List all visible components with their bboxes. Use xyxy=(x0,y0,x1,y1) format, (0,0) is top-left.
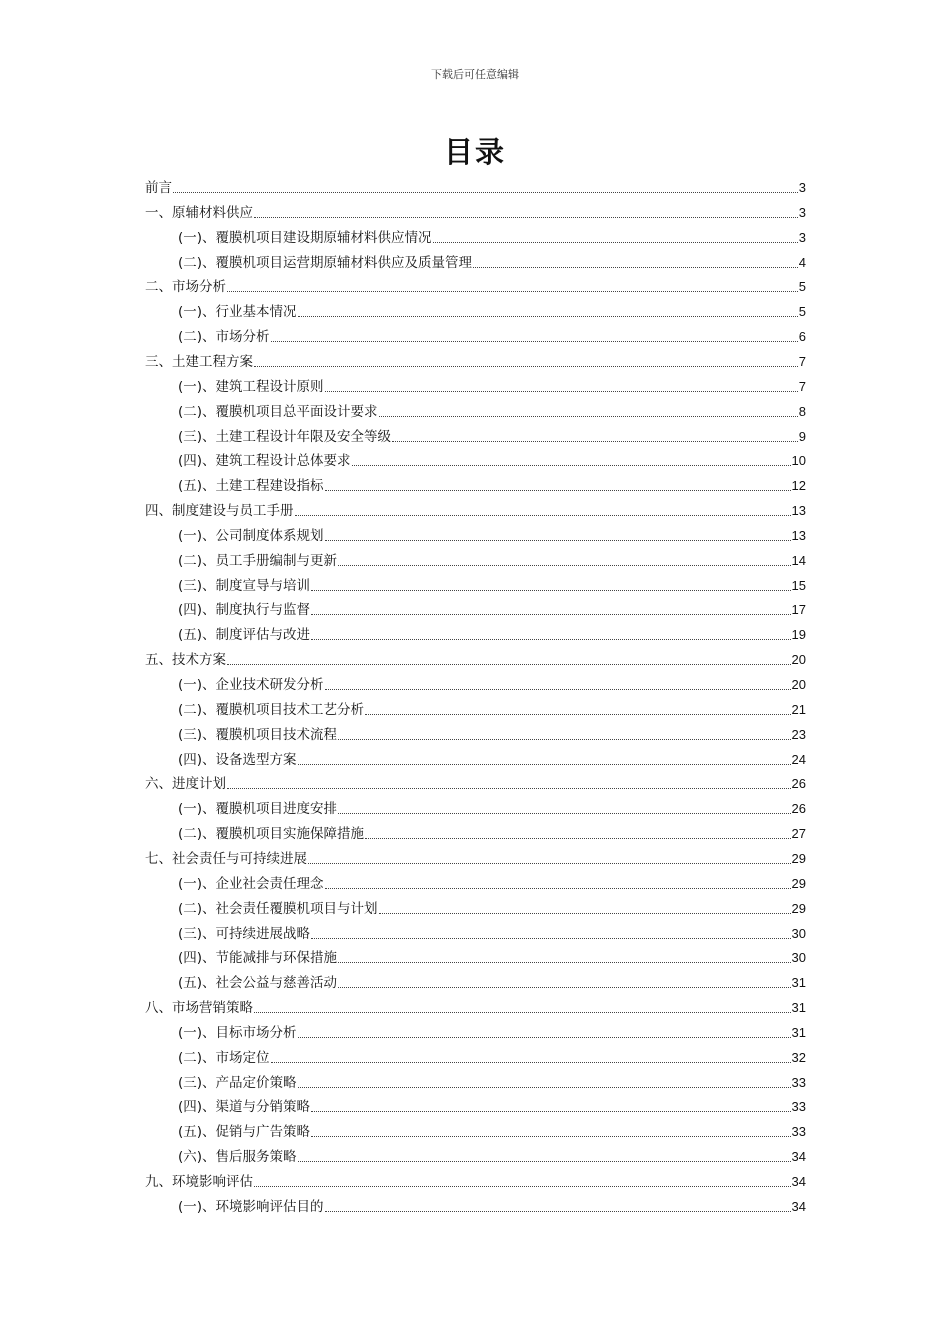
toc-dot-leader xyxy=(311,1136,790,1137)
toc-dot-leader xyxy=(379,416,798,417)
toc-entry[interactable] xyxy=(178,1145,806,1165)
toc-entry-page-number: 29 xyxy=(791,850,806,866)
toc-entry-page-number: 31 xyxy=(791,1024,806,1040)
toc-dot-leader xyxy=(352,465,791,466)
toc-dot-leader xyxy=(379,913,791,914)
toc-entry[interactable] xyxy=(145,499,806,519)
toc-dot-leader xyxy=(325,540,791,541)
toc-entry-page-number: 29 xyxy=(791,900,806,916)
toc-entry-page-number: 9 xyxy=(798,428,806,444)
toc-entry-label: (一)、企业技术研发分析 xyxy=(178,677,324,693)
toc-dot-leader xyxy=(325,689,791,690)
toc-entry-page-number: 27 xyxy=(791,826,806,842)
toc-dot-leader xyxy=(433,242,798,243)
toc-entry-label: (四)、渠道与分销策略 xyxy=(178,1099,311,1116)
toc-dot-leader xyxy=(325,888,791,889)
toc-dot-leader xyxy=(365,838,790,839)
toc-entry-label: 三、土建工程方案 xyxy=(145,353,253,370)
toc-entry[interactable] xyxy=(178,1021,806,1041)
toc-entry[interactable] xyxy=(178,897,806,917)
toc-entry[interactable] xyxy=(178,698,806,718)
toc-dot-leader xyxy=(365,714,790,715)
toc-dot-leader xyxy=(473,267,798,268)
toc-entry-page-number: 29 xyxy=(791,875,806,891)
toc-entry[interactable] xyxy=(178,946,806,966)
toc-entry[interactable] xyxy=(178,797,806,817)
toc-entry-label: (五)、土建工程建设指标 xyxy=(178,478,324,495)
toc-entry-page-number: 26 xyxy=(791,776,806,792)
toc-entry-label: (一)、环境影响评估目的 xyxy=(178,1198,324,1215)
toc-entry-page-number: 3 xyxy=(798,229,806,245)
toc-entry-page-number: 21 xyxy=(791,701,806,717)
toc-entry-page-number: 33 xyxy=(791,1074,806,1090)
header-note: 下载后可任意编辑 xyxy=(431,68,519,81)
toc-entry-label: (三)、产品定价策略 xyxy=(178,1074,297,1091)
toc-entry-page-number: 4 xyxy=(798,254,806,270)
toc-dot-leader xyxy=(338,739,790,740)
toc-entry-label: (三)、覆膜机项目技术流程 xyxy=(178,726,338,743)
toc-entry[interactable] xyxy=(178,971,806,991)
toc-entry[interactable] xyxy=(145,201,806,221)
toc-entry[interactable] xyxy=(178,449,806,469)
toc-entry-page-number: 6 xyxy=(798,329,806,345)
toc-entry[interactable] xyxy=(178,1120,806,1140)
toc-entry-page-number: 3 xyxy=(798,204,806,220)
toc-entry-page-number: 7 xyxy=(798,378,806,394)
toc-entry[interactable] xyxy=(145,772,806,792)
toc-entry[interactable] xyxy=(178,325,806,345)
toc-entry[interactable] xyxy=(145,275,806,295)
toc-dot-leader xyxy=(298,1037,791,1038)
toc-entry[interactable] xyxy=(178,1095,806,1115)
toc-entry[interactable] xyxy=(178,1071,806,1091)
toc-entry-page-number: 10 xyxy=(791,453,806,469)
toc-entry-label: (二)、员工手册编制与更新 xyxy=(178,552,338,569)
toc-entry-label: (六)、售后服务策略 xyxy=(178,1149,297,1166)
toc-entry-label: (四)、建筑工程设计总体要求 xyxy=(178,453,351,470)
toc-entry-label: 四、制度建设与员工手册 xyxy=(145,503,294,520)
toc-entry-page-number: 5 xyxy=(798,304,806,320)
toc-entry[interactable] xyxy=(145,350,806,370)
toc-entry[interactable] xyxy=(178,226,806,246)
toc-entry-label: (四)、节能减排与环保措施 xyxy=(178,950,338,967)
page-title: 目录 xyxy=(443,135,506,169)
toc-entry-page-number: 7 xyxy=(798,353,806,369)
toc-entry-label: (二)、覆膜机项目技术工艺分析 xyxy=(178,701,365,718)
toc-dot-leader xyxy=(308,863,791,864)
toc-entry-page-number: 20 xyxy=(791,677,806,692)
toc-entry-label: (四)、制度执行与监督 xyxy=(178,602,311,619)
toc-dot-leader xyxy=(271,341,798,342)
toc-entry[interactable] xyxy=(145,176,806,196)
toc-entry-label: (二)、覆膜机项目实施保障措施 xyxy=(178,826,365,843)
toc-dot-leader xyxy=(311,614,790,615)
toc-entry-label: (一)、建筑工程设计原则 xyxy=(178,378,324,395)
toc-dot-leader xyxy=(338,813,790,814)
toc-entry-label: (二)、覆膜机项目总平面设计要求 xyxy=(178,403,378,420)
toc-entry[interactable] xyxy=(178,574,806,594)
toc-entry[interactable] xyxy=(178,1195,806,1215)
toc-entry-page-number: 26 xyxy=(791,801,806,817)
toc-entry-page-number: 17 xyxy=(791,602,806,618)
toc-entry-label: 八、市场营销策略 xyxy=(145,1000,253,1017)
toc-dot-leader xyxy=(298,316,798,317)
toc-entry[interactable] xyxy=(178,524,806,544)
toc-entry-label: 六、进度计划 xyxy=(145,776,226,793)
toc-entry-label: (一)、覆膜机项目建设期原辅材料供应情况 xyxy=(178,229,432,246)
toc-entry-page-number: 30 xyxy=(791,925,806,941)
toc-entry-page-number: 14 xyxy=(791,552,806,568)
toc-entry[interactable] xyxy=(178,474,806,494)
toc-entry[interactable] xyxy=(178,872,806,892)
toc-entry[interactable] xyxy=(178,1046,806,1066)
toc-entry-page-number: 33 xyxy=(791,1099,806,1115)
toc-entry[interactable] xyxy=(178,549,806,569)
toc-entry[interactable] xyxy=(178,375,806,395)
toc-dot-leader xyxy=(338,962,790,963)
toc-entry[interactable] xyxy=(178,400,806,420)
toc-entry-label: (一)、企业社会责任理念 xyxy=(178,875,324,892)
toc-entry-page-number: 8 xyxy=(798,403,806,419)
toc-entry-page-number: 33 xyxy=(791,1124,806,1140)
toc-entry-page-number: 13 xyxy=(791,503,806,519)
toc-entry-label: 五、技术方案 xyxy=(145,652,226,669)
toc-dot-leader xyxy=(254,217,798,218)
toc-entry-page-number: 19 xyxy=(791,627,806,643)
toc-dot-leader xyxy=(227,664,791,665)
toc-entry[interactable] xyxy=(178,623,806,643)
toc-entry-page-number: 12 xyxy=(791,478,806,494)
toc-entry[interactable] xyxy=(178,251,806,271)
toc-entry-page-number: 5 xyxy=(798,279,806,295)
toc-entry[interactable] xyxy=(178,673,806,693)
toc-dot-leader xyxy=(311,938,790,939)
toc-entry-page-number: 34 xyxy=(791,1174,806,1189)
toc-dot-leader xyxy=(298,764,791,765)
toc-entry-label: (二)、社会责任覆膜机项目与计划 xyxy=(178,900,378,917)
toc-entry-label: (二)、市场定位 xyxy=(178,1049,270,1066)
toc-entry-label: (二)、覆膜机项目运营期原辅材料供应及质量管理 xyxy=(178,254,473,271)
toc-dot-leader xyxy=(338,565,790,566)
toc-entry[interactable] xyxy=(178,723,806,743)
toc-entry-label: (一)、行业基本情况 xyxy=(178,304,297,321)
toc-entry-page-number: 24 xyxy=(791,751,806,767)
toc-dot-leader xyxy=(227,788,791,789)
toc-dot-leader xyxy=(271,1062,791,1063)
toc-entry-page-number: 34 xyxy=(791,1149,806,1165)
toc-entry-label: 九、环境影响评估 xyxy=(145,1174,253,1190)
toc-dot-leader xyxy=(338,987,790,988)
toc-entry-label: 前言 xyxy=(145,180,172,196)
toc-entry-page-number: 32 xyxy=(791,1049,806,1065)
toc-dot-leader xyxy=(298,1161,791,1162)
toc-entry-page-number: 31 xyxy=(791,975,806,991)
toc-entry[interactable] xyxy=(178,822,806,842)
toc-entry-page-number: 20 xyxy=(791,652,806,668)
toc-entry-label: (一)、公司制度体系规划 xyxy=(178,527,324,544)
toc-entry-page-number: 34 xyxy=(791,1198,806,1214)
toc-entry-page-number: 31 xyxy=(791,1000,806,1016)
toc-entry[interactable] xyxy=(145,1170,806,1190)
toc-entry-page-number: 13 xyxy=(791,527,806,543)
toc-entry[interactable] xyxy=(145,847,806,867)
toc-entry-label: (五)、制度评估与改进 xyxy=(178,627,311,644)
toc-dot-leader xyxy=(298,1087,791,1088)
toc-entry[interactable] xyxy=(178,300,806,320)
toc-dot-leader xyxy=(325,490,791,491)
toc-entry-page-number: 23 xyxy=(791,726,806,742)
toc-entry-label: (二)、市场分析 xyxy=(178,329,270,346)
toc-entry-page-number: 3 xyxy=(798,180,806,195)
toc-entry-page-number: 30 xyxy=(791,950,806,966)
toc-entry[interactable] xyxy=(178,598,806,618)
toc-entry-label: (一)、目标市场分析 xyxy=(178,1024,297,1041)
toc-dot-leader xyxy=(311,1111,790,1112)
toc-entry[interactable] xyxy=(178,748,806,768)
toc-entry-label: (五)、社会公益与慈善活动 xyxy=(178,975,338,992)
toc-dot-leader xyxy=(392,441,798,442)
toc-entry-label: (三)、制度宣导与培训 xyxy=(178,577,311,594)
toc-entry[interactable] xyxy=(145,648,806,668)
toc-entry-label: (一)、覆膜机项目进度安排 xyxy=(178,801,338,818)
toc-entry-label: 二、市场分析 xyxy=(145,279,226,296)
toc-dot-leader xyxy=(254,366,798,367)
toc-entry-page-number: 15 xyxy=(791,577,806,593)
toc-dot-leader xyxy=(311,639,790,640)
toc-dot-leader xyxy=(254,1186,791,1187)
toc-dot-leader xyxy=(173,192,798,193)
toc-dot-leader xyxy=(311,590,790,591)
toc-entry-label: (五)、促销与广告策略 xyxy=(178,1124,311,1141)
toc-entry-label: (四)、设备选型方案 xyxy=(178,751,297,768)
toc-entry[interactable] xyxy=(178,922,806,942)
toc-entry-label: (三)、可持续进展战略 xyxy=(178,925,311,942)
toc-entry[interactable] xyxy=(145,996,806,1016)
toc-dot-leader xyxy=(325,391,798,392)
toc-dot-leader xyxy=(325,1211,791,1212)
toc-entry-label: 一、原辅材料供应 xyxy=(145,204,253,221)
toc-dot-leader xyxy=(295,515,791,516)
toc-entry-label: 七、社会责任与可持续进展 xyxy=(145,850,307,867)
toc-dot-leader xyxy=(254,1012,791,1013)
toc-entry[interactable] xyxy=(178,425,806,445)
toc-dot-leader xyxy=(227,291,798,292)
toc-entry-label: (三)、土建工程设计年限及安全等级 xyxy=(178,428,392,445)
